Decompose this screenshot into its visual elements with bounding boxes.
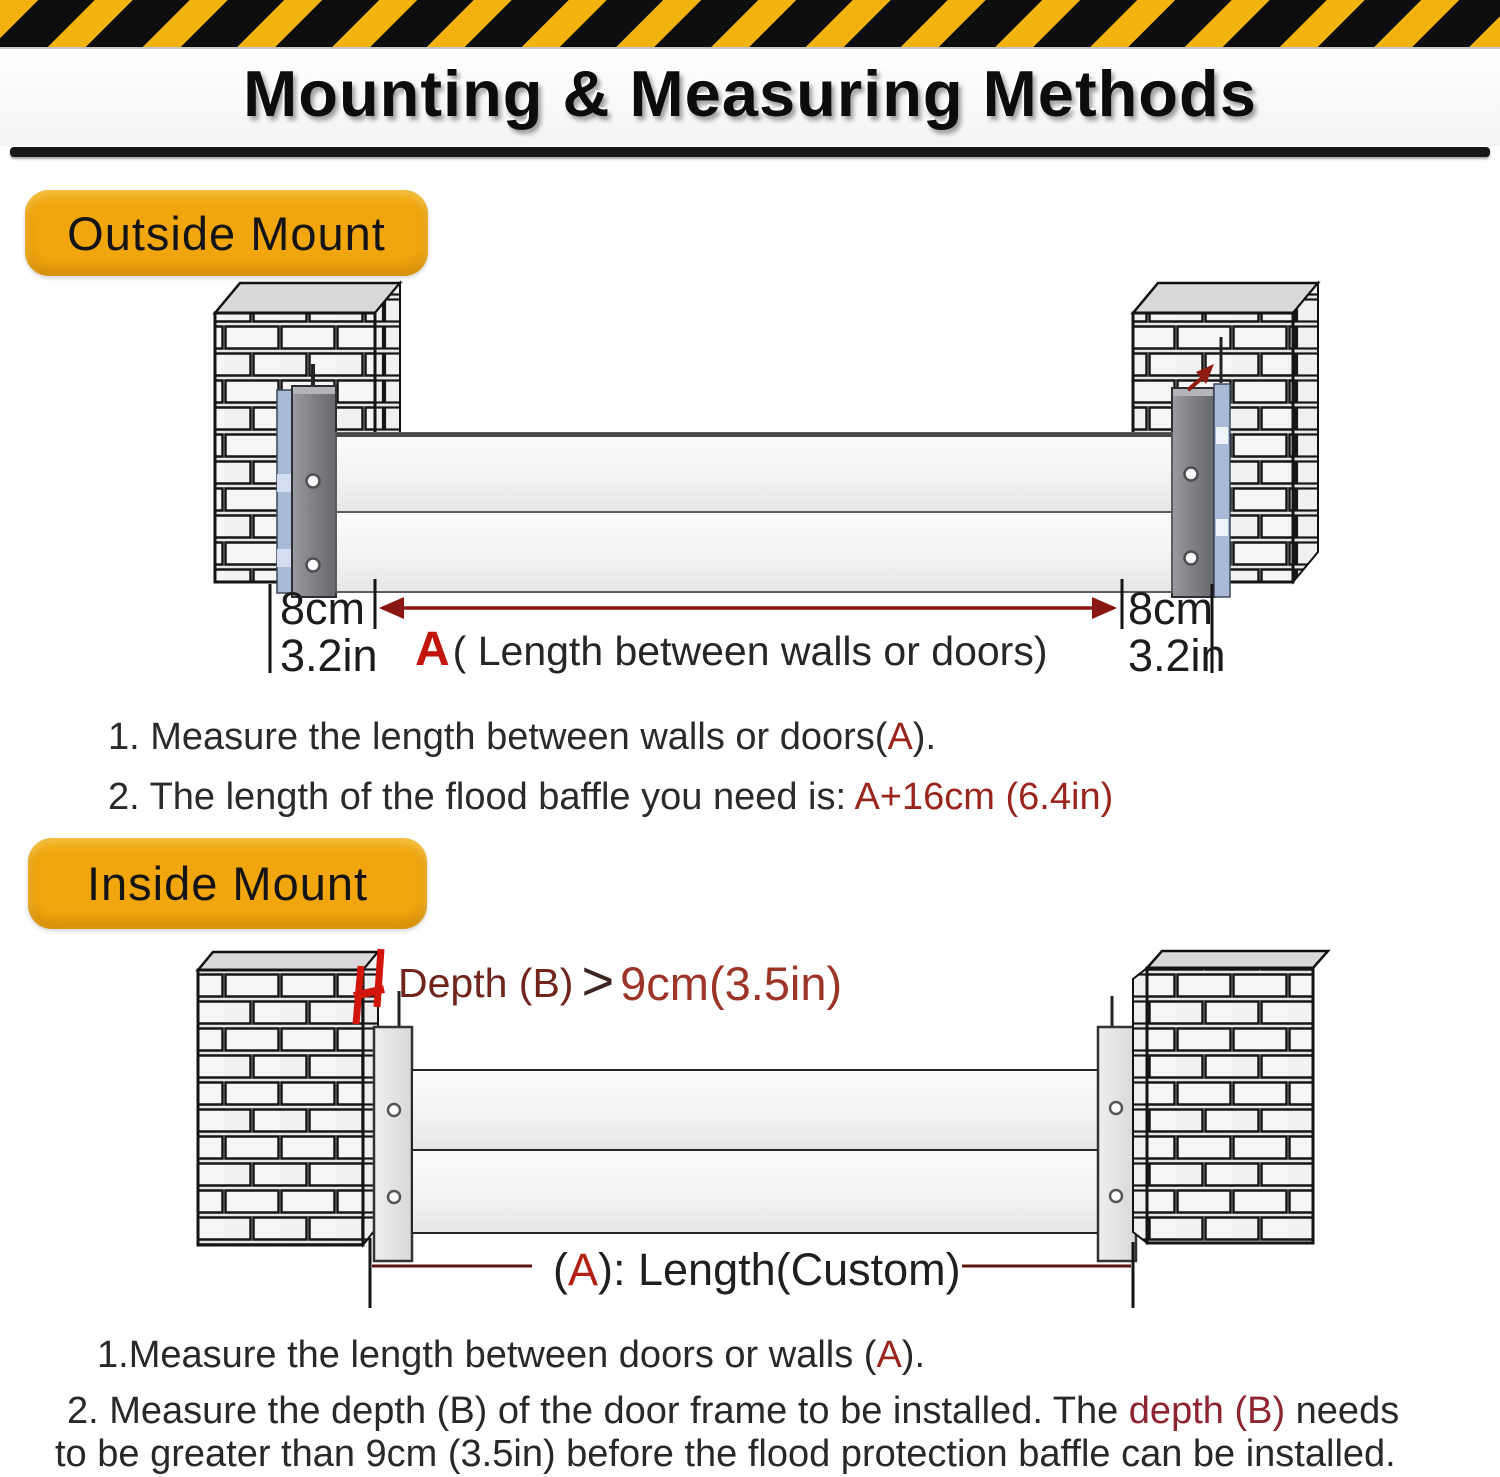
outside-step-1-accent: A: [887, 716, 913, 758]
outside-mount-badge-label: Outside Mount: [67, 206, 386, 260]
outside-mount-badge: [25, 190, 428, 276]
outside-span-dimension-label: [415, 622, 1048, 677]
page-title: Mounting & Measuring Methods: [243, 57, 1257, 130]
inside-length-letter: A: [568, 1244, 599, 1295]
inside-right-bracket: [1098, 996, 1136, 1261]
outside-step-1: [108, 716, 1113, 759]
outside-right-offset-in: 3.2in: [1128, 630, 1226, 682]
outside-left-offset-in: 3.2in: [280, 630, 378, 682]
inside-left-pillar: [198, 952, 378, 1245]
outside-left-offset-cm: 8cm: [280, 583, 366, 634]
inside-step-1-accent: A: [876, 1334, 902, 1376]
outside-span-dimension-letter: A: [415, 623, 450, 676]
inside-mount-badge-label: Inside Mount: [86, 857, 369, 910]
inside-step-2-text: 2. Measure the depth (B) of the door frame to be installed. The: [67, 1390, 1129, 1432]
inside-depth-label: [398, 948, 842, 1019]
outside-step-2-text: 2. The length of the flood baffle you need is:: [108, 776, 855, 818]
inside-step-2: [55, 1390, 1485, 1477]
greater-than-sign: >: [581, 949, 615, 1012]
inside-step-2-line-2: to be greater than 9cm (3.5in) before the flood protection baffle can be installed.: [55, 1433, 1396, 1476]
inside-step-1: [97, 1334, 925, 1377]
inside-step-2-tail: needs: [1285, 1390, 1400, 1432]
inside-step-1-text: 1.Measure the length between doors or walls (: [97, 1334, 877, 1376]
inside-left-bracket: [374, 991, 412, 1261]
outside-span-dimension-text: ( Length between walls or doors): [452, 628, 1048, 674]
outside-step-1-text: 1. Measure the length between walls or doors(: [108, 716, 888, 758]
outside-right-offset-label: [1128, 585, 1226, 680]
inside-length-open-paren: (: [553, 1244, 568, 1295]
inside-right-pillar: [1133, 951, 1328, 1243]
inside-step-1-tail: ).: [901, 1334, 926, 1376]
inside-step-2-line-1: [55, 1390, 1485, 1433]
inside-length-dimension-label: [553, 1244, 961, 1296]
outside-step-2-accent: A+16cm (6.4in): [854, 776, 1114, 818]
outside-step-1-tail: ).: [912, 716, 937, 758]
inside-depth-name: Depth (B): [398, 960, 574, 1006]
outside-left-offset-label: [280, 585, 378, 680]
outside-left-bracket: [277, 364, 336, 597]
outside-instructions: [108, 716, 1113, 836]
outside-right-offset-cm: 8cm: [1128, 583, 1214, 634]
inside-baffle-panels: [412, 1070, 1098, 1233]
inside-mount-badge: [28, 838, 427, 929]
inside-step-2-accent: depth (B): [1128, 1390, 1286, 1432]
outside-baffle-panels: [336, 433, 1172, 592]
inside-length-text: ): Length(Custom): [598, 1244, 961, 1295]
outside-step-2: [108, 776, 1113, 819]
inside-depth-value: 9cm(3.5in): [620, 957, 843, 1010]
